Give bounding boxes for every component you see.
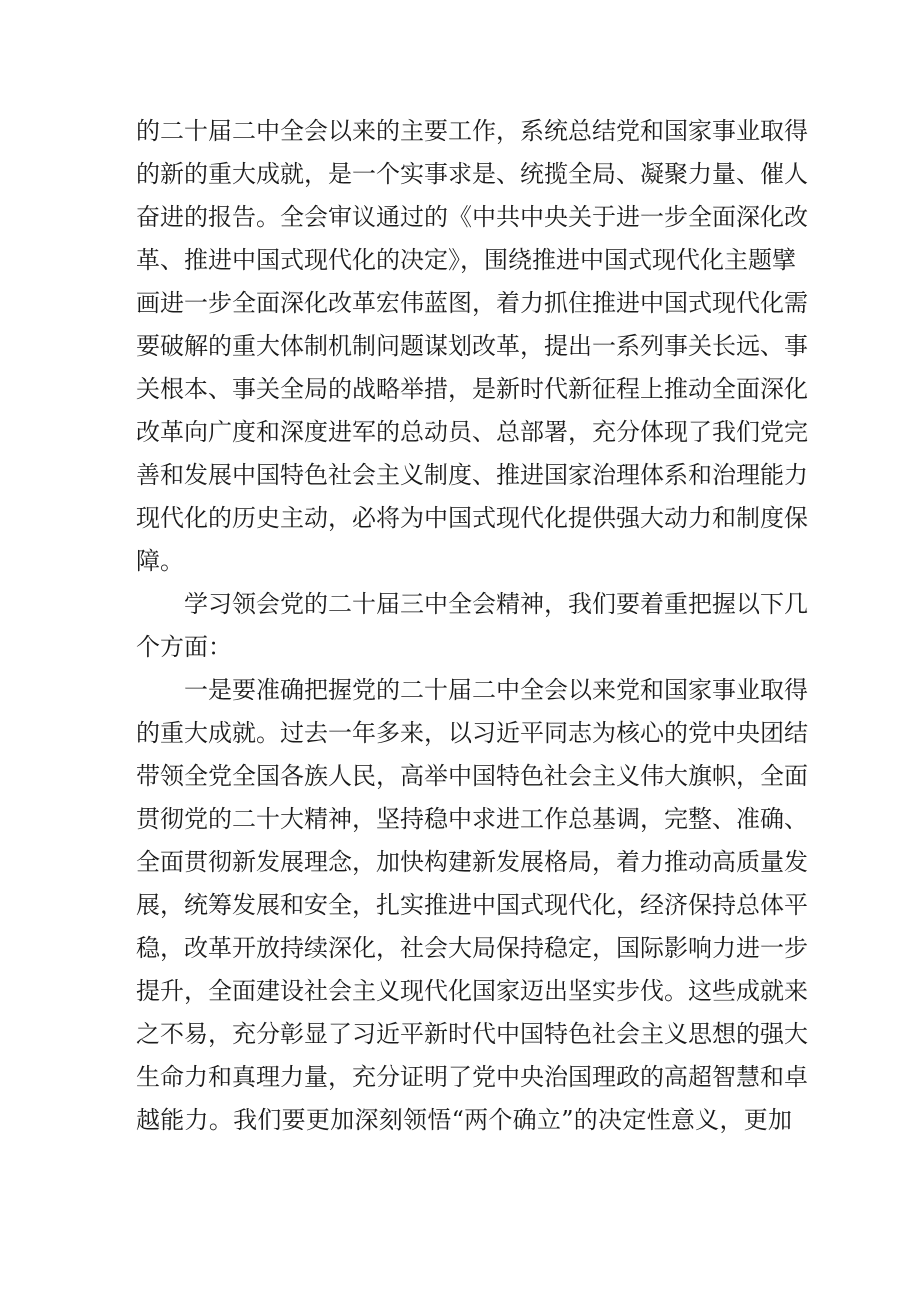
text-line: 全面贯彻新发展理念，加快构建新发展格局，着力推动高质量发 [136, 848, 808, 876]
text-line: 障。 [136, 547, 184, 575]
text-line: 关根本、事关全局的战略举措，是新时代新征程上推动全面深化 [136, 375, 808, 403]
text-line: 善和发展中国特色社会主义制度、推进国家治理体系和治理能力 [136, 461, 808, 489]
text-line: 画进一步全面深化改革宏伟蓝图，着力抓住推进中国式现代化需 [136, 289, 808, 317]
text-line: 革、推进中国式现代化的决定》，围绕推进中国式现代化主题擘 [136, 246, 796, 274]
text-line: 现代化的历史主动，必将为中国式现代化提供强大动力和制度保 [136, 504, 808, 532]
paragraph-3 [136, 669, 808, 1142]
text-line: 的二十届二中全会以来的主要工作，系统总结党和国家事业取得 [136, 117, 808, 145]
text-line: 越能力。我们要更加深刻领悟“两个确立”的决定性意义，更加 [136, 1106, 792, 1134]
text-line: 稳，改革开放持续深化，社会大局保持稳定，国际影响力进一步 [136, 934, 808, 962]
text-line: 生命力和真理力量，充分证明了党中央治国理政的高超智慧和卓 [136, 1063, 808, 1091]
document-body [136, 110, 808, 1142]
text-line: 的重大成就。过去一年多来，以习近平同志为核心的党中央团结 [136, 719, 808, 747]
paragraph-1 [136, 110, 808, 583]
text-line: 的新的重大成就，是一个实事求是、统揽全局、凝聚力量、催人 [136, 160, 808, 188]
text-line: 带领全党全国各族人民，高举中国特色社会主义伟大旗帜，全面 [136, 762, 808, 790]
text-line: 之不易，充分彰显了习近平新时代中国特色社会主义思想的强大 [136, 1020, 808, 1048]
text-line: 奋进的报告。全会审议通过的《中共中央关于进一步全面深化改 [136, 203, 808, 231]
text-line: 展，统筹发展和安全，扎实推进中国式现代化，经济保持总体平 [136, 891, 808, 919]
text-line: 贯彻党的二十大精神，坚持稳中求进工作总基调，完整、准确、 [136, 805, 808, 833]
text-line: 提升，全面建设社会主义现代化国家迈出坚实步伐。这些成就来 [136, 977, 808, 1005]
text-line: 学习领会党的二十届三中全会精神，我们要着重把握以下几 [184, 590, 808, 618]
paragraph-2 [136, 583, 808, 669]
text-line: 一是要准确把握党的二十届二中全会以来党和国家事业取得 [184, 676, 808, 704]
text-line: 个方面： [136, 633, 232, 661]
text-line: 要破解的重大体制机制问题谋划改革，提出一系列事关长远、事 [136, 332, 808, 360]
text-line: 改革向广度和深度进军的总动员、总部署，充分体现了我们党完 [136, 418, 808, 446]
